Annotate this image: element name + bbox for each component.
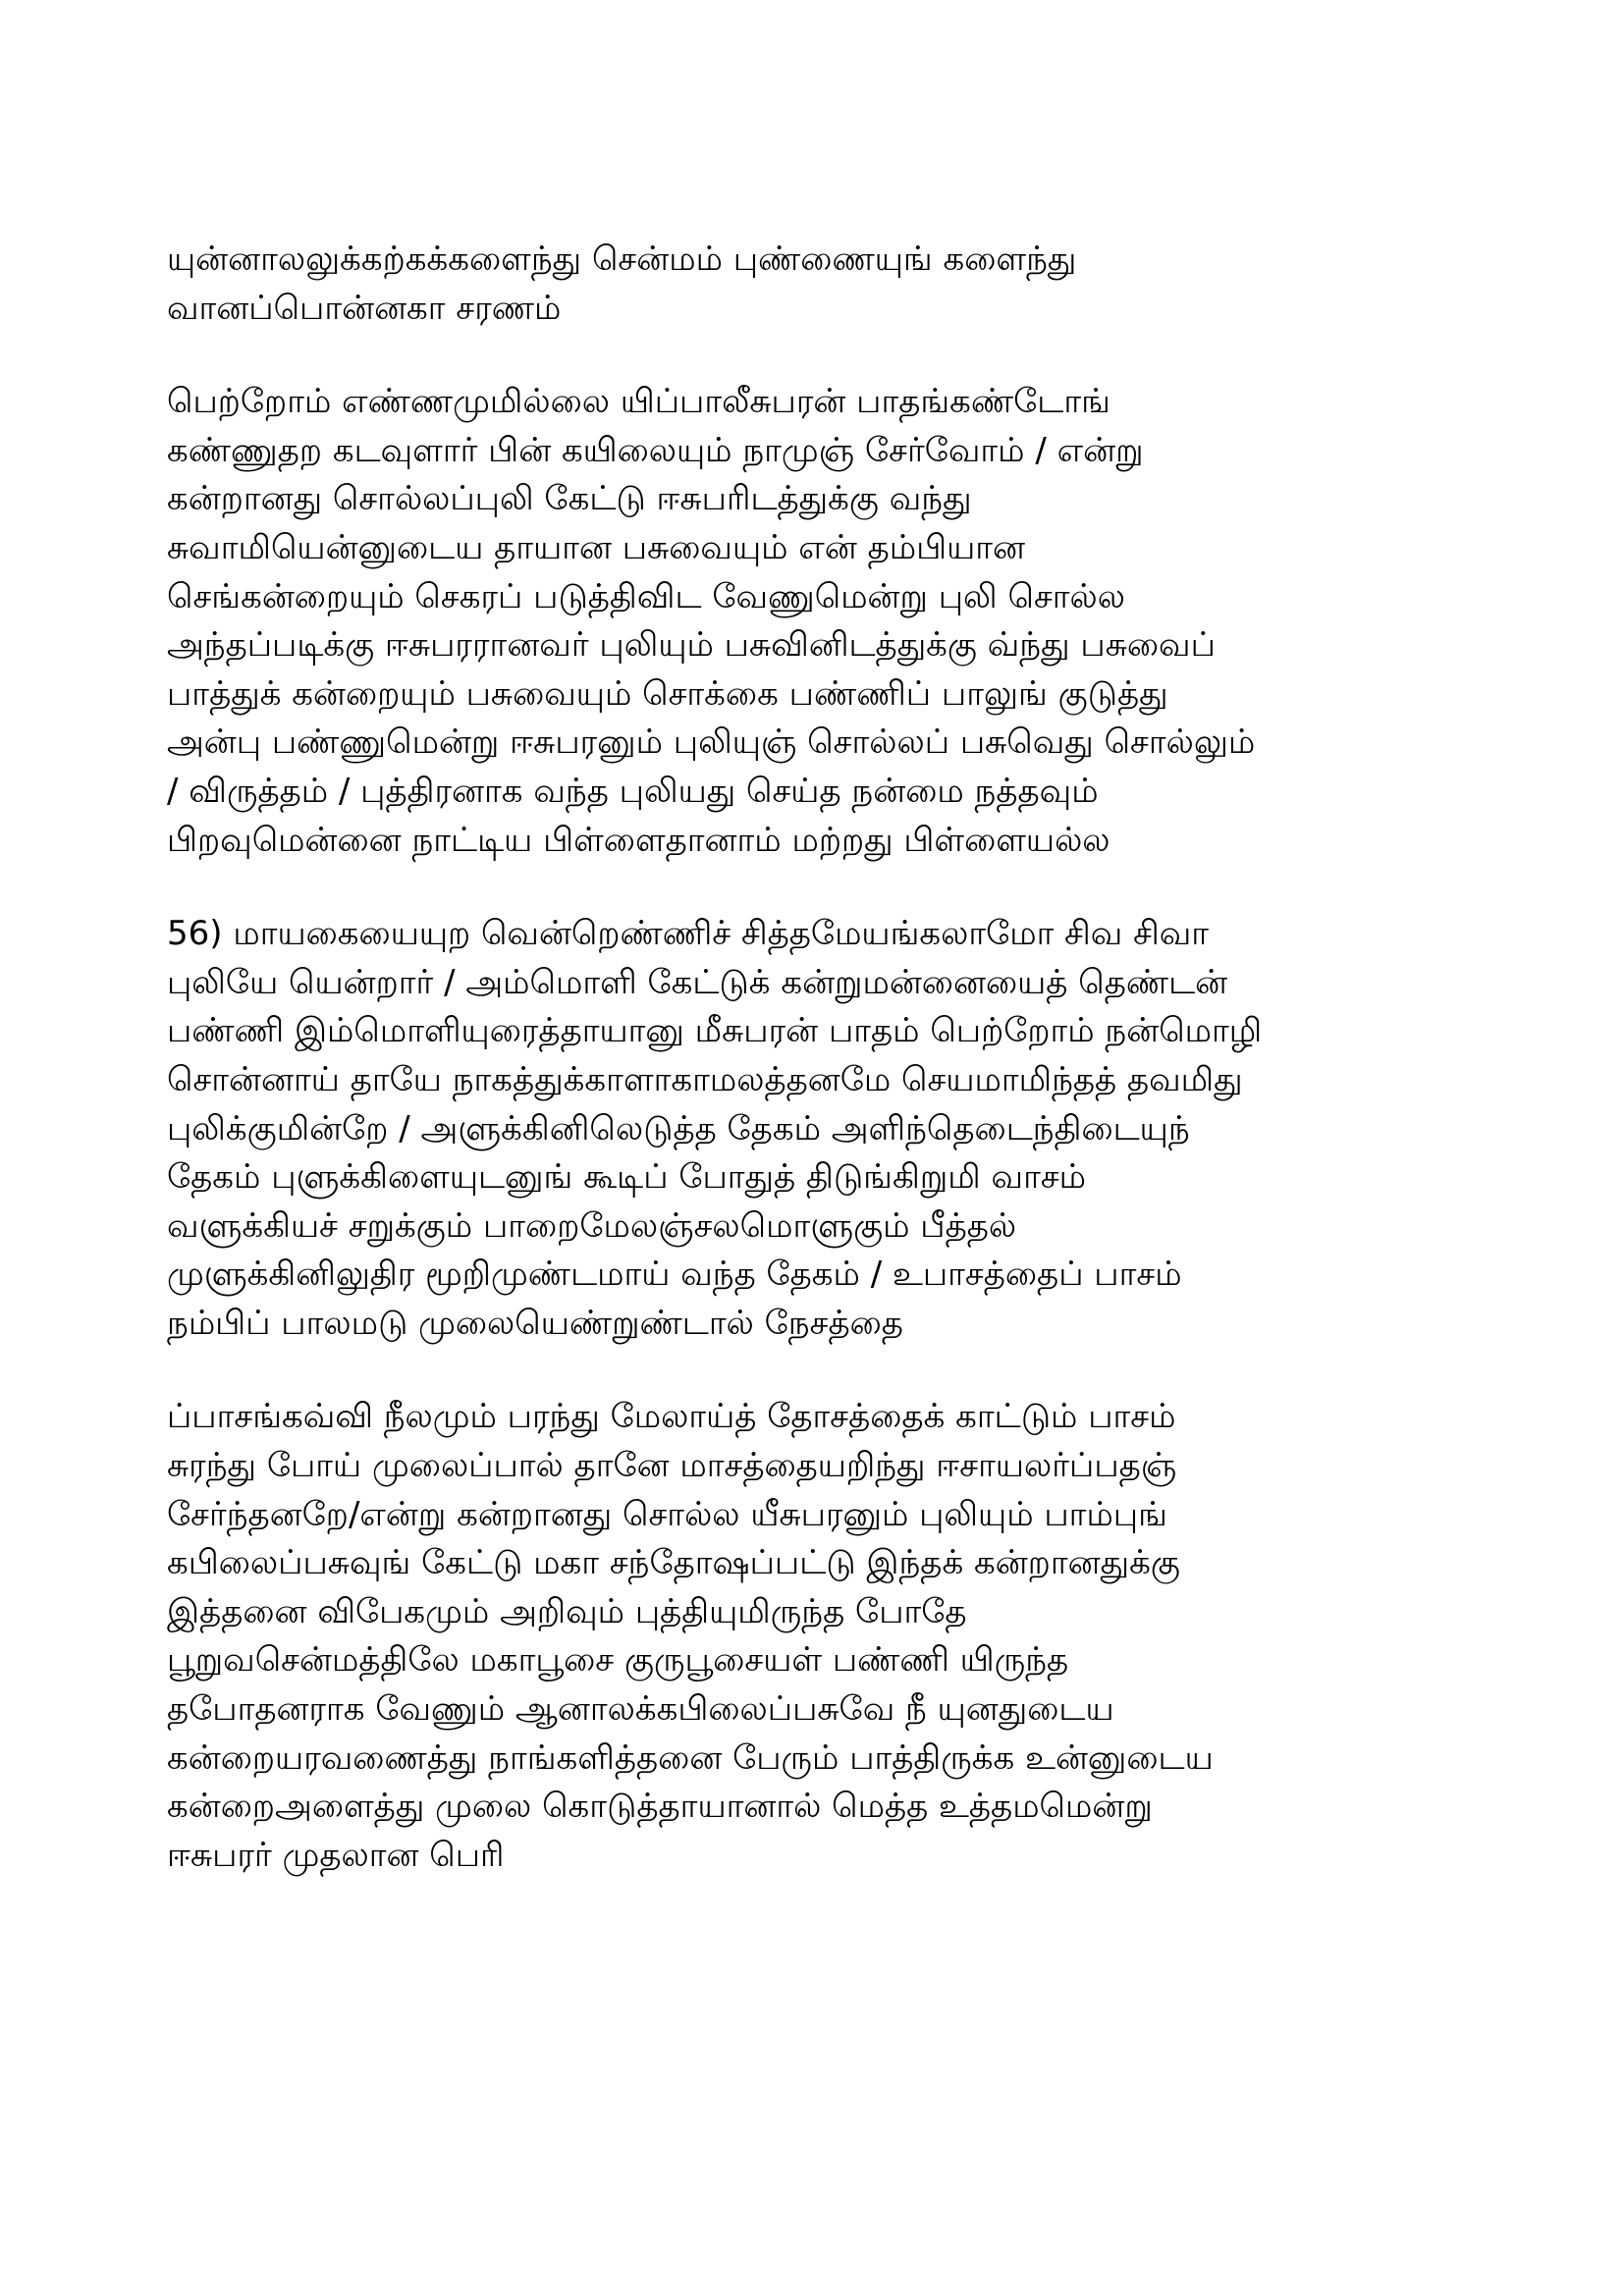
text-line: 56) மாயகையையுற வென்றெண்ணிச் சித்தமேயங்கலாமோ சிவ சிவா	[167, 914, 1210, 954]
text-line: பெற்றோம் எண்ணமுமில்லை யிப்பாலீசுபரன் பாதங்கண்டோங்	[167, 382, 1110, 422]
text-line: பிறவுமென்னை நாட்டிய பிள்ளைதானாம் மற்றது பிள்ளையல்ல	[167, 820, 1110, 860]
text-line: சுரந்து போய் முலைப்பால் தானே மாசத்தையறிந்து ஈசாயலர்ப்பதஞ்	[167, 1446, 1177, 1486]
text-line: ப்பாசங்கவ்வி நீலமும் பரந்து மேலாய்த் தோசத்தைக் காட்டும் பாசம்	[167, 1397, 1176, 1437]
text-line: சேர்ந்தனறே/என்று கன்றானது சொல்ல யீசுபரனும் புலியும் பாம்புங்	[167, 1494, 1167, 1534]
text-line: தேகம் புளுக்கிளையுடனுங் கூடிப் போதுத் திடுங்கிறுமி வாசம்	[167, 1157, 1087, 1198]
text-line: அன்பு பண்ணுமென்று ஈசுபரனும் புலியுஞ் சொல்லப் பசுவெது சொல்லும்	[167, 722, 1256, 763]
text-line: புலியே யென்றார் / அம்மொளி கேட்டுக் கன்றுமன்னையைத் தெண்டன்	[167, 962, 1228, 1002]
text-line: பூறுவசென்மத்திலே மகாபூசை குருபூசையள் பண்ணி யிருந்த	[167, 1640, 1069, 1681]
paragraph-2	[167, 378, 1502, 865]
text-line: அந்தப்படிக்கு ஈசுபரரானவர் புலியும் பசுவினிடத்துக்கு வ்ந்து பசுவைப்	[167, 625, 1216, 666]
paragraph-4	[167, 1393, 1502, 1880]
text-line: கன்றானது சொல்லப்புலி கேட்டு ஈசுபரிடத்துக்கு வந்து	[167, 479, 972, 519]
text-line: யுன்னாலலுக்கற்கக்களைந்து சென்மம் புண்ணையுங் களைந்து	[167, 240, 1077, 279]
text-line: வானப்பொன்னகா சரணம்	[167, 288, 562, 328]
text-line: ஈசுபரர் முதலான பெரி	[167, 1835, 505, 1875]
text-line: சொன்னாய் தாயே நாகத்துக்காளாகாமலத்தனமே செயமாமிந்தத் தவமிது	[167, 1059, 1243, 1099]
text-line: / விருத்தம் / புத்திரனாக வந்த புலியது செய்த நன்மை நத்தவும்	[167, 771, 1099, 811]
text-line: கன்றைஅளைத்து முலை கொடுத்தாயானால் மெத்த உத்தமமென்று	[167, 1787, 1153, 1827]
text-line: கண்ணுதற கடவுளார் பின் கயிலையும் நாமுஞ் சேர்வோம் / என்று	[167, 430, 1144, 470]
text-line: செங்கன்றையும் செகரப் படுத்திவிட வேணுமென்று புலி சொல்ல	[167, 576, 1125, 616]
text-line: சுவாமியென்னுடைய தாயான பசுவையும் என் தம்பியான	[167, 527, 1026, 567]
text-line: வளுக்கியச் சறுக்கும் பாறைமேலஞ்சலமொளுகும் பீத்தல்	[167, 1205, 1017, 1246]
text-line: நம்பிப் பாலமடு முலையெண்றுண்டால் நேசத்தை	[167, 1303, 903, 1343]
text-line: கபிலைப்பசுவுங் கேட்டு மகா சந்தோஷப்பட்டு இந்தக் கன்றானதுக்கு	[167, 1543, 1180, 1583]
paragraph-3	[167, 910, 1502, 1348]
text-line: தபோதனராக வேணும் ஆனாலக்கபிலைப்பசுவே நீ யுனதுடைய	[167, 1689, 1114, 1730]
text-line: கன்றையரவணைத்து நாங்களித்தனை பேரும் பாத்திருக்க உன்னுடைய	[167, 1737, 1214, 1778]
text-line: இத்தனை விபேகமும் அறிவும் புத்தியுமிருந்த போதே	[167, 1591, 967, 1631]
text-line: பாத்துக் கன்றையும் பசுவையும் சொக்கை பண்ணிப் பாலுங் குடுத்து	[167, 673, 1168, 714]
document-body	[167, 236, 1502, 1925]
text-line: முளுக்கினிலுதிர மூறிமுண்டமாய் வந்த தேகம் / உபாசத்தைப் பாசம்	[167, 1255, 1182, 1295]
paragraph-1	[167, 236, 1502, 333]
text-line: புலிக்குமின்றே / அளுக்கினிலெடுத்த தேகம் அளிந்தெடைந்திடையுந்	[167, 1108, 1190, 1148]
text-line: பண்ணி இம்மொளியுரைத்தாயானு மீசுபரன் பாதம் பெற்றோம் நன்மொழி	[167, 1011, 1263, 1051]
